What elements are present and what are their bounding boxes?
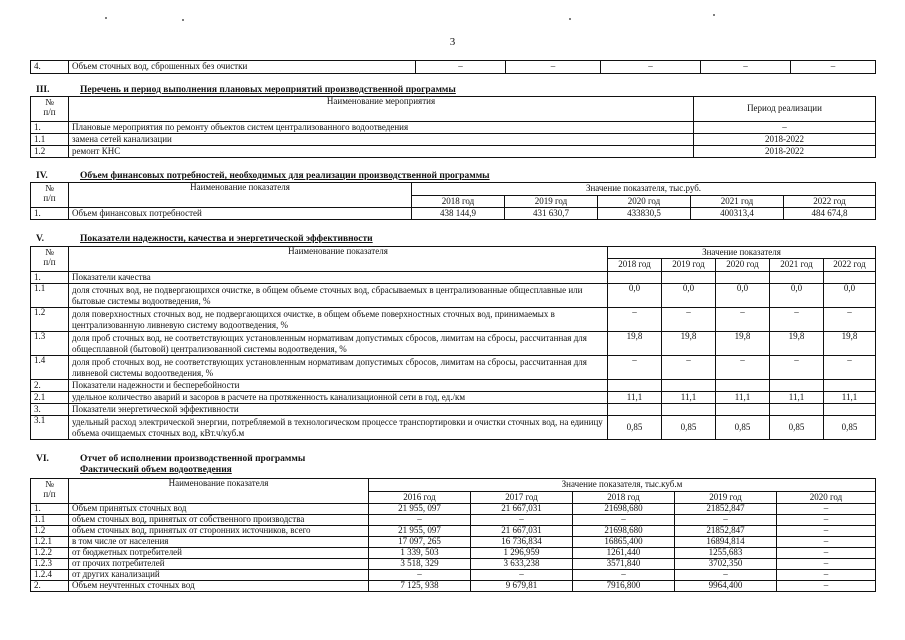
row-label: ремонт КНС xyxy=(69,146,694,158)
scan-speck xyxy=(713,14,715,16)
value-cell: – xyxy=(675,515,777,526)
value-cell: 0,0 xyxy=(608,284,662,308)
row-label: объем сточных вод, принятых от сторонних источников, всего xyxy=(69,526,369,537)
table-row xyxy=(31,548,876,559)
header-value: Значение показателя xyxy=(608,247,876,259)
value-cell: 7916,800 xyxy=(573,581,675,592)
value-cell: 19,8 xyxy=(662,332,716,356)
value-cell: – xyxy=(416,61,506,74)
value-cell: 1 339, 503 xyxy=(369,548,471,559)
section-number: V. xyxy=(36,234,45,244)
value-cell: – xyxy=(608,356,662,380)
value-cell: 11,1 xyxy=(608,392,662,404)
value-cell: 21 955, 097 xyxy=(369,526,471,537)
header-name: Наименование показателя xyxy=(69,183,412,208)
value-cell: 19,8 xyxy=(770,332,824,356)
table-row xyxy=(31,392,876,404)
row-label: доля проб сточных вод, не соответствующих установленным нормативам допустимых сбросов, лимитам на сбросы, рассчитанная для ливневой системы водоотведения, % xyxy=(69,356,608,380)
value-cell: 438 144,9 xyxy=(412,208,505,220)
value-cell: 19,8 xyxy=(824,332,876,356)
row-number: 1.2.4 xyxy=(31,570,69,581)
value-cell: 11,1 xyxy=(770,392,824,404)
row-number: 1. xyxy=(31,272,69,284)
value-cell: – xyxy=(471,570,573,581)
value-cell: 21 667,031 xyxy=(471,504,573,515)
year-header: 2021 год xyxy=(770,259,824,272)
row-number: 3.1 xyxy=(31,416,69,440)
indicators-table xyxy=(30,246,876,440)
value-cell: – xyxy=(824,356,876,380)
table-row xyxy=(31,515,876,526)
row-number: 1.1 xyxy=(31,134,69,146)
section-heading xyxy=(36,172,490,182)
value-cell: 0,85 xyxy=(608,416,662,440)
year-header: 2017 год xyxy=(471,492,573,504)
header-num: № п/п xyxy=(31,97,69,122)
row-number: 1.2 xyxy=(31,146,69,158)
table-row xyxy=(31,526,876,537)
value-cell: – xyxy=(675,570,777,581)
row-number: 1. xyxy=(31,504,69,515)
row-label: от других канализаций xyxy=(69,570,369,581)
section-subtitle: Фактический объем водоотведения xyxy=(80,465,232,475)
header-row xyxy=(31,183,876,196)
header-row xyxy=(31,479,876,492)
period-cell: 2018-2022 xyxy=(694,146,876,158)
year-header: 2018 год xyxy=(412,196,505,208)
row-label: Показатели качества xyxy=(69,272,608,284)
value-cell: – xyxy=(662,308,716,332)
row-number: 1.2.2 xyxy=(31,548,69,559)
row-label: Показатели энергетической эффективности xyxy=(69,404,608,416)
value-cell: 19,8 xyxy=(608,332,662,356)
year-header: 2019 год xyxy=(662,259,716,272)
year-header: 2022 год xyxy=(784,196,876,208)
table-row xyxy=(31,146,876,158)
value-cell: 9964,400 xyxy=(675,581,777,592)
table-row xyxy=(31,332,876,356)
row-label: удельный расход электрической энергии, потребляемой в технологическом процессе транспортировки и очистки сточных вод, на единицу объема очищаемых сточных вод, кВт.ч/куб.м xyxy=(69,416,608,440)
row-number: 1.4 xyxy=(31,356,69,380)
row-label: доля проб сточных вод, не соответствующих установленным нормативам допустимых сбросов, лимитам на сбросы, рассчитанная для общесплавной (бытовой) централизованной системы водоотведения, % xyxy=(69,332,608,356)
row-label: от бюджетных потребителей xyxy=(69,548,369,559)
year-header: 2018 год xyxy=(573,492,675,504)
row-number: 4. xyxy=(31,61,69,74)
section-heading xyxy=(36,86,456,96)
header-value: Значение показателя, тыс.руб. xyxy=(412,183,876,196)
value-cell: 11,1 xyxy=(716,392,770,404)
header-name: Наименование мероприятия xyxy=(69,97,694,122)
value-cell: – xyxy=(716,308,770,332)
table-row xyxy=(31,559,876,570)
value-cell: – xyxy=(369,570,471,581)
section-title: Отчет об исполнении производственной программы xyxy=(80,454,306,464)
row-number: 1.2 xyxy=(31,526,69,537)
header-row xyxy=(31,247,876,259)
value-cell: 21852,847 xyxy=(675,526,777,537)
section-number: VI. xyxy=(36,454,49,464)
row-number: 1.2 xyxy=(31,308,69,332)
value-cell: – xyxy=(573,515,675,526)
table-row xyxy=(31,380,876,392)
value-cell: 16894,814 xyxy=(675,537,777,548)
value-cell: – xyxy=(573,570,675,581)
table-row xyxy=(31,61,876,74)
section-number: III. xyxy=(36,85,50,95)
value-cell: – xyxy=(777,570,876,581)
row-number: 1.2.1 xyxy=(31,537,69,548)
value-cell: 433830,5 xyxy=(598,208,691,220)
value-cell: 3 518, 329 xyxy=(369,559,471,570)
value-cell: – xyxy=(662,356,716,380)
value-cell: – xyxy=(716,356,770,380)
value-cell: – xyxy=(777,504,876,515)
year-header: 2016 год xyxy=(369,492,471,504)
row-label: доля сточных вод, не подвергающихся очистке, в общем объеме сточных вод, сбрасываемых в централизованные общесплавные или бытовые системы водоотведения, % xyxy=(69,284,608,308)
value-cell: – xyxy=(770,356,824,380)
value-cell: 16 736,834 xyxy=(471,537,573,548)
year-header: 2019 год xyxy=(675,492,777,504)
value-cell: 7 125, 938 xyxy=(369,581,471,592)
value-cell: – xyxy=(701,61,791,74)
value-cell: – xyxy=(777,537,876,548)
row-number: 1.2.3 xyxy=(31,559,69,570)
year-header: 2018 год xyxy=(608,259,662,272)
row-label: доля поверхностных сточных вод, не подвергающихся очистке, в общем объеме поверхностных сточных вод, принимаемых в централизованную ливневую систему водоотведения, % xyxy=(69,308,608,332)
section-number: IV. xyxy=(36,171,48,181)
row-number: 1. xyxy=(31,208,69,220)
value-cell: 3 633,238 xyxy=(471,559,573,570)
row-label: замена сетей канализации xyxy=(69,134,694,146)
value-cell: 0,85 xyxy=(824,416,876,440)
header-num: № п/п xyxy=(31,247,69,272)
row-number: 3. xyxy=(31,404,69,416)
value-cell: 21 955, 097 xyxy=(369,504,471,515)
value-cell: 0,0 xyxy=(824,284,876,308)
table-row xyxy=(31,308,876,332)
table-row xyxy=(31,404,876,416)
scan-speck xyxy=(182,19,184,21)
header-period: Период реализации xyxy=(694,97,876,122)
value-cell: 484 674,8 xyxy=(784,208,876,220)
table-row xyxy=(31,581,876,592)
value-cell: 21698,680 xyxy=(573,526,675,537)
table-row xyxy=(31,134,876,146)
report-table xyxy=(30,478,876,592)
value-cell: 0,85 xyxy=(662,416,716,440)
header-name: Наименование показателя xyxy=(69,479,369,504)
period-cell: 2018-2022 xyxy=(694,134,876,146)
value-cell: 0,85 xyxy=(770,416,824,440)
value-cell: – xyxy=(770,308,824,332)
row-number: 1. xyxy=(31,122,69,134)
row-number: 2.1 xyxy=(31,392,69,404)
value-cell: 431 630,7 xyxy=(505,208,598,220)
value-cell: – xyxy=(471,515,573,526)
row-number: 1.1 xyxy=(31,284,69,308)
measures-table xyxy=(30,96,876,158)
row-label: от прочих потребителей xyxy=(69,559,369,570)
year-header: 2020 год xyxy=(716,259,770,272)
value-cell: 0,0 xyxy=(770,284,824,308)
value-cell: 3702,350 xyxy=(675,559,777,570)
row-label: Объем принятых сточных вод xyxy=(69,504,369,515)
value-cell: 21698,680 xyxy=(573,504,675,515)
value-cell: – xyxy=(824,308,876,332)
table-row xyxy=(31,122,876,134)
year-header: 2020 год xyxy=(598,196,691,208)
scan-speck xyxy=(105,17,107,19)
value-cell: 1 296,959 xyxy=(471,548,573,559)
value-cell: 11,1 xyxy=(662,392,716,404)
row-label: Объем неучтенных сточных вод xyxy=(69,581,369,592)
year-header: 2019 год xyxy=(505,196,598,208)
value-cell: – xyxy=(608,308,662,332)
row-label: Плановые мероприятия по ремонту объектов систем централизованного водоотведения xyxy=(69,122,694,134)
value-cell: 21 667,031 xyxy=(471,526,573,537)
row-label: объем сточных вод, принятых от собственного производства xyxy=(69,515,369,526)
table-row xyxy=(31,284,876,308)
value-cell: 0,85 xyxy=(716,416,770,440)
value-cell: – xyxy=(777,559,876,570)
row-number: 2. xyxy=(31,581,69,592)
header-num: № п/п xyxy=(31,183,69,208)
row-label: Объем финансовых потребностей xyxy=(69,208,412,220)
table-row xyxy=(31,537,876,548)
value-cell: 9 679,81 xyxy=(471,581,573,592)
value-cell: 19,8 xyxy=(716,332,770,356)
section-title: Показатели надежности, качества и энергетической эффективности xyxy=(80,234,373,244)
table-row xyxy=(31,208,876,220)
row-number: 1.1 xyxy=(31,515,69,526)
year-header: 2021 год xyxy=(691,196,784,208)
header-row xyxy=(31,97,876,122)
finance-table xyxy=(30,182,876,220)
page-number: 3 xyxy=(449,36,456,48)
value-cell: 1261,440 xyxy=(573,548,675,559)
value-cell: 3571,840 xyxy=(573,559,675,570)
section-title: Перечень и период выполнения плановых мероприятий производственной программы xyxy=(80,85,456,95)
period-cell: – xyxy=(694,122,876,134)
row-label: Показатели надежности и бесперебойности xyxy=(69,380,608,392)
row-number: 2. xyxy=(31,380,69,392)
value-cell: – xyxy=(601,61,701,74)
table-row xyxy=(31,504,876,515)
value-cell: – xyxy=(369,515,471,526)
row-label: в том числе от населения xyxy=(69,537,369,548)
value-cell: 0,0 xyxy=(716,284,770,308)
value-cell: 1255,683 xyxy=(675,548,777,559)
row-label: Объем сточных вод, сброшенных без очистки xyxy=(69,61,416,74)
row-label: удельное количество аварий и засоров в расчете на протяженность канализационной сети в год, ед./км xyxy=(69,392,608,404)
value-cell: – xyxy=(791,61,876,74)
year-header: 2022 год xyxy=(824,259,876,272)
value-cell: 21852,847 xyxy=(675,504,777,515)
value-cell: 0,0 xyxy=(662,284,716,308)
value-cell: 400313,4 xyxy=(691,208,784,220)
value-cell: 11,1 xyxy=(824,392,876,404)
value-cell: – xyxy=(777,515,876,526)
table-row xyxy=(31,356,876,380)
header-value: Значение показателя, тыс.куб.м xyxy=(369,479,876,492)
table-row xyxy=(31,416,876,440)
continuation-table xyxy=(30,60,876,74)
value-cell: 16865,400 xyxy=(573,537,675,548)
table-row xyxy=(31,570,876,581)
table-row xyxy=(31,272,876,284)
section-title: Объем финансовых потребностей, необходимых для реализации производственной программы xyxy=(80,171,490,181)
value-cell: – xyxy=(777,548,876,559)
row-number: 1.3 xyxy=(31,332,69,356)
value-cell: 17 097, 265 xyxy=(369,537,471,548)
header-num: № п/п xyxy=(31,479,69,504)
value-cell: – xyxy=(777,526,876,537)
value-cell: – xyxy=(777,581,876,592)
header-name: Наименование показателя xyxy=(69,247,608,272)
section-heading xyxy=(36,455,305,465)
scan-speck xyxy=(569,18,571,20)
value-cell: – xyxy=(506,61,601,74)
section-heading xyxy=(36,235,373,245)
year-header: 2020 год xyxy=(777,492,876,504)
